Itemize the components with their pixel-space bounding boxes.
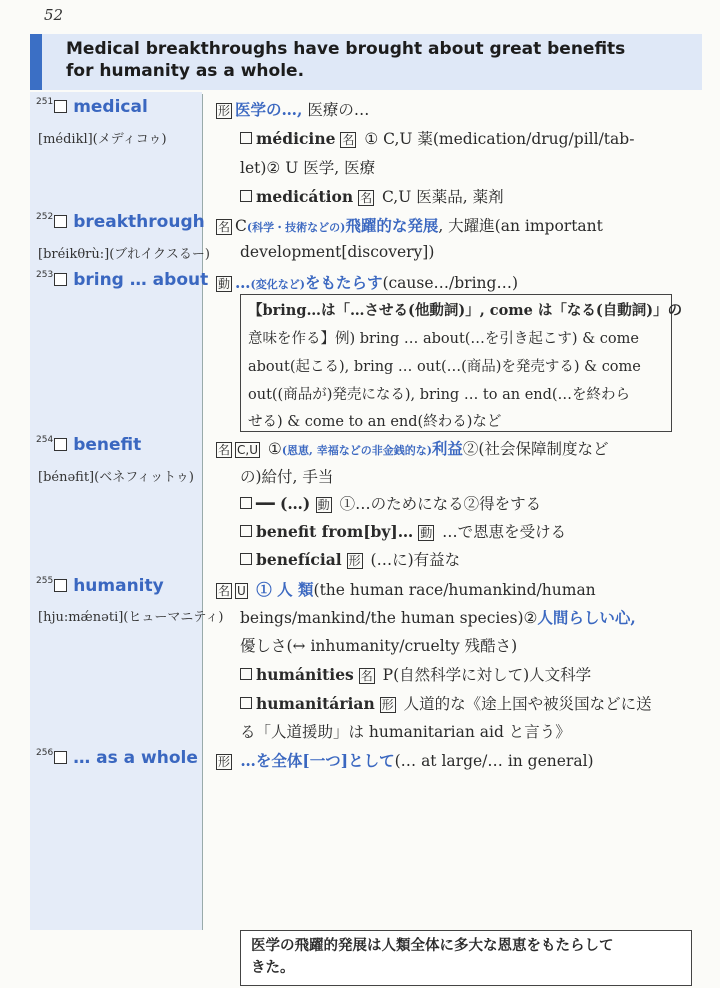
headword: benefit: [73, 435, 142, 455]
checkbox-icon[interactable]: [54, 579, 67, 592]
entry-number: 255: [36, 576, 54, 586]
entry-number: 252: [36, 212, 54, 222]
checkbox-icon[interactable]: [54, 100, 67, 113]
pos-badge: 名: [218, 584, 231, 598]
definition-line: 名 U ① 人 類(the human race/humankind/human: [218, 580, 596, 599]
pos-badge: 名: [360, 191, 373, 205]
note-line: 意味を作る】例) bring … about(…を引き起こす) & come: [248, 331, 639, 347]
definition-line: medicátion 名 C,U 医薬品, 薬剤: [240, 185, 504, 207]
pos-badge: 形: [218, 755, 231, 769]
pronunciation: [médikl](メディコゥ): [38, 132, 167, 147]
definition-line: 形 …を全体[一つ]として(… at large/… in general): [218, 751, 594, 770]
translation-box: [240, 930, 692, 986]
definition-line: の)給付, 手当: [240, 468, 334, 486]
definition-line: let)② U 医学, 医療: [240, 159, 376, 177]
pronunciation: [bénəfit](ベネフィットゥ): [38, 470, 194, 485]
page-number: 52: [44, 6, 64, 24]
checkbox-icon[interactable]: [240, 553, 252, 565]
banner-accent-bar: [30, 34, 42, 90]
translation-line-1: 医学の飛躍的発展は人類全体に多大な恩恵をもたらして: [251, 938, 614, 954]
entry-number: 254: [36, 435, 54, 445]
pos-badge: 形: [218, 104, 231, 118]
banner-line-1: Medical breakthroughs have brought about great benefits: [66, 39, 626, 59]
pronunciation: [bréikθrù:](ブれイクスるー): [38, 247, 210, 262]
entry-256-headword: [36, 748, 198, 768]
checkbox-icon[interactable]: [240, 668, 252, 680]
headword: bring … about: [73, 270, 209, 290]
definition-line: humánities 名 P(自然科学に対して)人文科学: [240, 663, 591, 685]
pos-badge: 動: [420, 526, 433, 540]
note-line: about(起こる), bring … out(…(商品)を発売する) & come: [248, 359, 641, 375]
note-line: 【bring…は「…させる(他動詞)」, come は「なる(自動詞)」の: [248, 302, 683, 319]
definition-line: 優しさ(↔ inhumanity/cruelty 残酷さ): [240, 637, 518, 655]
banner-sentence: [66, 38, 625, 82]
pos-badge: 動: [317, 498, 330, 512]
entry-253-headword: [36, 270, 208, 290]
countability-badge: U: [237, 584, 246, 598]
note-line: せる) & come to an end(終わる)など: [248, 414, 502, 430]
definition-line: humanitárian 形 人道的な《途上国や被災国などに送: [240, 692, 652, 714]
entry-number: 251: [36, 97, 54, 107]
checkbox-icon[interactable]: [240, 190, 252, 202]
definition-line: 名 C(科学・技術などの)飛躍的な発展, 大躍進(an important: [218, 216, 603, 235]
entry-number: 253: [36, 270, 54, 280]
pos-badge: 名: [342, 133, 355, 147]
countability-badge: C,U: [237, 443, 258, 457]
entry-number: 256: [36, 748, 54, 758]
headword: … as a whole: [73, 748, 198, 768]
checkbox-icon[interactable]: [54, 751, 67, 764]
pos-badge: 名: [218, 443, 231, 457]
definition-line: médicine 名 ① C,U 薬(medication/drug/pill/tab-: [240, 127, 634, 149]
checkbox-icon[interactable]: [54, 438, 67, 451]
headword: breakthrough: [73, 212, 205, 232]
definition-line: benefit from[by]… 動 …で恩恵を受ける: [240, 520, 566, 542]
entry-255-headword: [36, 576, 164, 596]
pos-badge: 形: [348, 554, 361, 568]
definition-line: 名 C,U ①(恩恵, 幸福などの非金銭的な)利益②(社会保障制度など: [218, 439, 609, 458]
pos-badge: 形: [381, 698, 394, 712]
translation-text: [251, 935, 681, 979]
pos-badge: 名: [360, 669, 373, 683]
pronunciation: [hju:mǽnəti](ヒューマニティ): [38, 610, 224, 625]
sentence-banner: [30, 34, 702, 90]
entry-251-headword: [36, 97, 148, 117]
checkbox-icon[interactable]: [240, 697, 252, 709]
headword: humanity: [73, 576, 164, 596]
headword: medical: [73, 97, 148, 117]
checkbox-icon[interactable]: [54, 215, 67, 228]
entry-254-headword: [36, 435, 141, 455]
pos-badge: 名: [218, 220, 231, 234]
definition-line: ━━ (…) 動 ①…のためになる②得をする: [240, 492, 541, 514]
checkbox-icon[interactable]: [240, 132, 252, 144]
banner-line-2: for humanity as a whole.: [66, 61, 305, 81]
note-line: out((商品が)発売になる), bring … to an end(…を終わら: [248, 387, 631, 403]
translation-line-2: きた。: [251, 960, 295, 976]
pos-badge: 動: [218, 277, 231, 291]
definition-line: benefícial 形 (…に)有益な: [240, 548, 460, 570]
definition-line: 動 …(変化など)をもたらす(cause…/bring…): [218, 273, 518, 292]
entry-252-headword: [36, 212, 205, 232]
definition-line: る「人道援助」は humanitarian aid と言う》: [240, 723, 571, 741]
definition-line: beings/mankind/the human species)②人間らしい心,: [240, 608, 636, 627]
checkbox-icon[interactable]: [240, 497, 252, 509]
definition-line: 形 医学の…, 医療の…: [218, 100, 370, 119]
checkbox-icon[interactable]: [240, 525, 252, 537]
definition-line: development[discovery]): [240, 243, 435, 261]
checkbox-icon[interactable]: [54, 273, 67, 286]
